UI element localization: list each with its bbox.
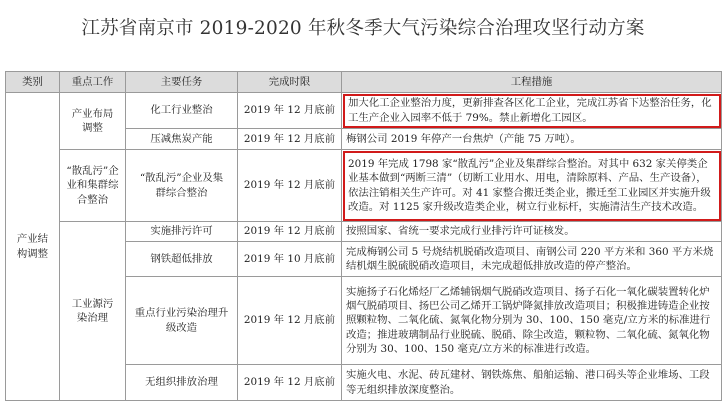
group-cell: “散乱污”企业和集群综合整治 [60, 150, 126, 222]
page-title: 江苏省南京市 2019-2020 年秋冬季大气污染综合治理攻坚行动方案 [81, 18, 645, 39]
measure-cell: 梅钢公司 2019 年停产一台焦炉（产能 75 万吨）。 [342, 129, 722, 150]
measure-cell: 2019 年完成 1798 家“散乱污”企业及集群综合整治。对其中 632 家关停类企业基本做到“两断三清”（切断工业用水、用电，清除原料、产品、生产设备），依法注销相关生产许可。对 41 家整合搬迁类企业，搬迁至工业园区并实施升级改造。对 1125 家升级改造类企业，树立行业标杆，实施清洁生产技术改造。 [342, 150, 722, 222]
task-cell: “散乱污”企业及集群综合整治 [126, 150, 238, 222]
deadline-cell: 2019 年 12 月底前 [238, 93, 342, 129]
deadline-cell: 2019 年 12 月底前 [238, 150, 342, 222]
header-category: 类别 [6, 72, 60, 93]
task-cell: 无组织排放治理 [126, 365, 238, 401]
task-cell: 钢铁超低排放 [126, 242, 238, 277]
task-cell: 重点行业污染治理升级改造 [126, 277, 238, 365]
deadline-cell: 2019 年 12 月底前 [238, 222, 342, 242]
deadline-cell: 2019 年 12 月底前 [238, 365, 342, 401]
measure-cell: 实施扬子石化烯烃厂乙烯辅锅烟气脱硝改造项目、扬子石化一氧化碳装置转化炉烟气脱硝项目、扬巴公司乙烯开工锅炉降氮排放改造项目；积极推进铸造企业按照颗粒物、二氧化硫、氮氧化物分别为 30、100、150 毫克/立方米的标准进行改造；推进玻璃制品行业脱硫、脱硝、除尘改造，颗粒物、二氧化硫、氮氧化物分别为 30、100、150 毫克/立方米的标准进行改造。 [342, 277, 722, 365]
header-measures: 工程措施 [342, 72, 722, 93]
header-deadline: 完成时限 [238, 72, 342, 93]
deadline-cell: 2019 年 12 月底前 [238, 277, 342, 365]
header-key-work: 重点工作 [60, 72, 126, 93]
measure-cell: 按照国家、省统一要求完成行业排污许可证核发。 [342, 222, 722, 242]
table-row [6, 150, 722, 222]
category-cell: 产业结构调整 [6, 93, 60, 401]
group-cell: 产业布局调整 [60, 93, 126, 150]
table-row [6, 93, 722, 129]
deadline-cell: 2019 年 10 月底前 [238, 242, 342, 277]
deadline-cell: 2019 年 12 月底前 [238, 129, 342, 150]
task-cell: 压减焦炭产能 [126, 129, 238, 150]
header-main-task: 主要任务 [126, 72, 238, 93]
task-cell: 实施排污许可 [126, 222, 238, 242]
header-row [6, 72, 722, 93]
measure-cell: 加大化工企业整治力度，更新排查各区化工企业，完成江苏省下达整治任务，化工生产企业入园率不低于 79%。禁止新增化工园区。 [342, 93, 722, 129]
table-row [6, 222, 722, 242]
measures-table [5, 71, 722, 401]
measure-cell: 完成梅钢公司 5 号烧结机脱硝改造项目、南钢公司 220 平方米和 360 平方米烧结机烟生脱硫脱硝改造项目，未完成超低排放改造的停产整治。 [342, 242, 722, 277]
group-cell: 工业源污染治理 [60, 222, 126, 401]
task-cell: 化工行业整治 [126, 93, 238, 129]
measure-cell: 实施火电、水泥、砖瓦建材、钢铁炼焦、船舶运输、港口码头等企业堆场、工段等无组织排放深度整治。 [342, 365, 722, 401]
